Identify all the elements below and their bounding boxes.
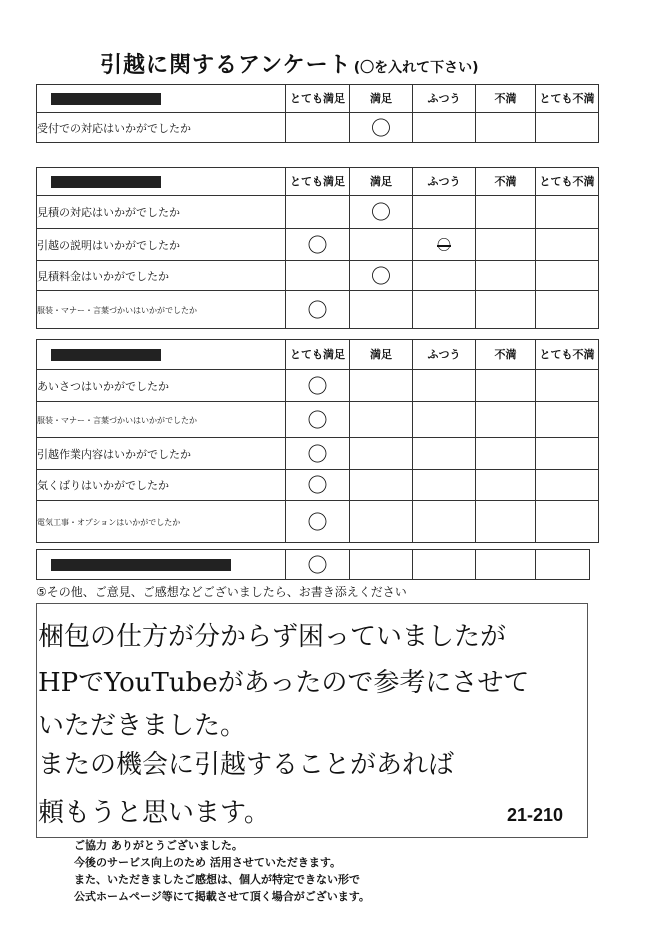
- question: 見積の対応はいかがでしたか: [37, 196, 286, 229]
- col-satisfied: 満足: [350, 168, 413, 196]
- section-header-bar: [37, 168, 286, 196]
- answer-cell[interactable]: [413, 470, 476, 501]
- answer-cell[interactable]: [286, 501, 350, 543]
- answer-cell[interactable]: [476, 113, 536, 143]
- answer-cell[interactable]: [286, 438, 350, 470]
- question: 引越の説明はいかがでしたか: [37, 229, 286, 261]
- col-dissatisfied: 不満: [476, 168, 536, 196]
- col-normal: ふつう: [413, 168, 476, 196]
- answer-cell[interactable]: [536, 550, 590, 580]
- question: 引越作業内容はいかがでしたか: [37, 438, 286, 470]
- answer-mark: 〇: [307, 232, 328, 257]
- col-dissatisfied: 不満: [476, 85, 536, 113]
- answer-cell[interactable]: [536, 402, 599, 438]
- answer-cell[interactable]: [476, 501, 536, 543]
- question: 気くばりはいかがでしたか: [37, 470, 286, 501]
- answer-cell[interactable]: [286, 196, 350, 229]
- answer-mark: 〇: [307, 473, 328, 497]
- col-satisfied: 満足: [350, 340, 413, 370]
- answer-cell[interactable]: [286, 291, 350, 329]
- question: 受付での対応はいかがでしたか: [37, 113, 286, 143]
- col-very-dissatisfied: とても不満: [536, 340, 599, 370]
- footer-line: 今後のサービス向上のため 活用させていただきます。: [74, 856, 341, 869]
- answer-cell[interactable]: [476, 196, 536, 229]
- answer-cell[interactable]: [350, 291, 413, 329]
- col-very-satisfied: とても満足: [286, 340, 350, 370]
- answer-cell[interactable]: [286, 470, 350, 501]
- answer-cell[interactable]: [476, 402, 536, 438]
- answer-cell[interactable]: [350, 261, 413, 291]
- answer-cell[interactable]: [536, 501, 599, 543]
- question: 服装・マナー・言葉づかいはいかがでしたか: [37, 291, 286, 329]
- answer-cell[interactable]: [476, 291, 536, 329]
- answer-cell[interactable]: [413, 229, 476, 261]
- answer-cell[interactable]: [350, 501, 413, 543]
- survey-title-text: 引越に関するアンケート: [100, 53, 352, 78]
- section-work: [36, 339, 599, 543]
- answer-cell[interactable]: [413, 196, 476, 229]
- answer-cell[interactable]: [476, 470, 536, 501]
- answer-cell[interactable]: [413, 113, 476, 143]
- answer-cell[interactable]: [413, 370, 476, 402]
- question: 服装・マナー・言葉づかいはいかがでしたか: [37, 402, 286, 438]
- answer-cell[interactable]: [413, 501, 476, 543]
- question: 見積料金はいかがでしたか: [37, 261, 286, 291]
- answer-cell[interactable]: [536, 438, 599, 470]
- answer-mark: 〇: [307, 441, 328, 466]
- survey-title: [100, 48, 478, 79]
- answer-cell[interactable]: [536, 196, 599, 229]
- answer-cell[interactable]: [536, 370, 599, 402]
- answer-cell[interactable]: [350, 229, 413, 261]
- section-header-bar: [37, 340, 286, 370]
- col-very-dissatisfied: とても不満: [536, 168, 599, 196]
- answer-cell[interactable]: [413, 291, 476, 329]
- response-id: 21-210: [507, 805, 564, 825]
- comment-line: 頼もうと思います。: [38, 798, 270, 828]
- question: 電気工事・オプションはいかがでしたか: [37, 501, 286, 543]
- answer-cell[interactable]: [286, 402, 350, 438]
- answer-cell[interactable]: [286, 550, 350, 580]
- col-very-satisfied: とても満足: [286, 85, 350, 113]
- answer-cell[interactable]: [476, 438, 536, 470]
- comment-line: HPでYouTubeがあったので参考にさせて: [38, 668, 530, 698]
- answer-mark: 〇: [307, 297, 328, 322]
- col-dissatisfied: 不満: [476, 340, 536, 370]
- answer-cell[interactable]: [536, 229, 599, 261]
- footer-line: また、いただきましたご感想は、個人が特定できない形で: [74, 873, 360, 886]
- answer-cell[interactable]: [476, 550, 536, 580]
- answer-mark: 〇: [307, 373, 328, 398]
- section-reception: [36, 84, 599, 143]
- answer-cell[interactable]: [476, 261, 536, 291]
- answer-cell[interactable]: [286, 113, 350, 143]
- answer-cell[interactable]: [286, 261, 350, 291]
- answer-cell[interactable]: [413, 550, 476, 580]
- question: あいさつはいかがでしたか: [37, 370, 286, 402]
- section-header-bar: [37, 550, 286, 580]
- answer-cell[interactable]: [476, 229, 536, 261]
- answer-cell[interactable]: [350, 402, 413, 438]
- answer-cell[interactable]: [536, 113, 599, 143]
- answer-mark: 〇: [307, 552, 328, 577]
- answer-cell[interactable]: [476, 370, 536, 402]
- comment-line: またの機会に引越することがあれば: [38, 750, 455, 780]
- answer-cell[interactable]: [350, 550, 413, 580]
- footer-line: 公式ホームページ等にて掲載させて頂く場合がございます。: [74, 890, 370, 903]
- section-header-bar: [37, 85, 286, 113]
- answer-cell[interactable]: [413, 261, 476, 291]
- answer-cell[interactable]: [350, 196, 413, 229]
- section-estimate: [36, 167, 599, 329]
- col-very-dissatisfied: とても不満: [536, 85, 599, 113]
- col-normal: ふつう: [413, 85, 476, 113]
- answer-mark: 〇: [307, 509, 328, 534]
- answer-mark: 〇: [307, 407, 328, 432]
- answer-mark: 〇: [371, 200, 391, 224]
- col-normal: ふつう: [413, 340, 476, 370]
- answer-cell[interactable]: [350, 113, 413, 143]
- comment-line: 梱包の仕方が分からず困っていましたが: [38, 622, 507, 652]
- answer-cell[interactable]: [350, 438, 413, 470]
- col-very-satisfied: とても満足: [286, 168, 350, 196]
- answer-cell[interactable]: [350, 370, 413, 402]
- comment-label: ⑤その他、ご意見、ご感想などございましたら、お書き添えください: [36, 585, 407, 599]
- section-overall: [36, 549, 590, 580]
- answer-cell[interactable]: [413, 438, 476, 470]
- answer-mark: 〇: [371, 263, 391, 288]
- answer-cell[interactable]: [286, 229, 350, 261]
- footer-line: ご協力 ありがとうございました。: [74, 839, 243, 852]
- answer-cell[interactable]: [350, 470, 413, 501]
- answer-cell[interactable]: [536, 291, 599, 329]
- answer-cell[interactable]: [286, 370, 350, 402]
- survey-title-note: (〇を入れて下さい): [353, 60, 479, 76]
- crossed-out-mark: 〇: [437, 237, 451, 254]
- answer-cell[interactable]: [536, 261, 599, 291]
- answer-cell[interactable]: [413, 402, 476, 438]
- answer-mark: 〇: [371, 115, 391, 140]
- answer-cell[interactable]: [536, 470, 599, 501]
- comment-line: いただきました。: [38, 711, 247, 741]
- col-satisfied: 満足: [350, 85, 413, 113]
